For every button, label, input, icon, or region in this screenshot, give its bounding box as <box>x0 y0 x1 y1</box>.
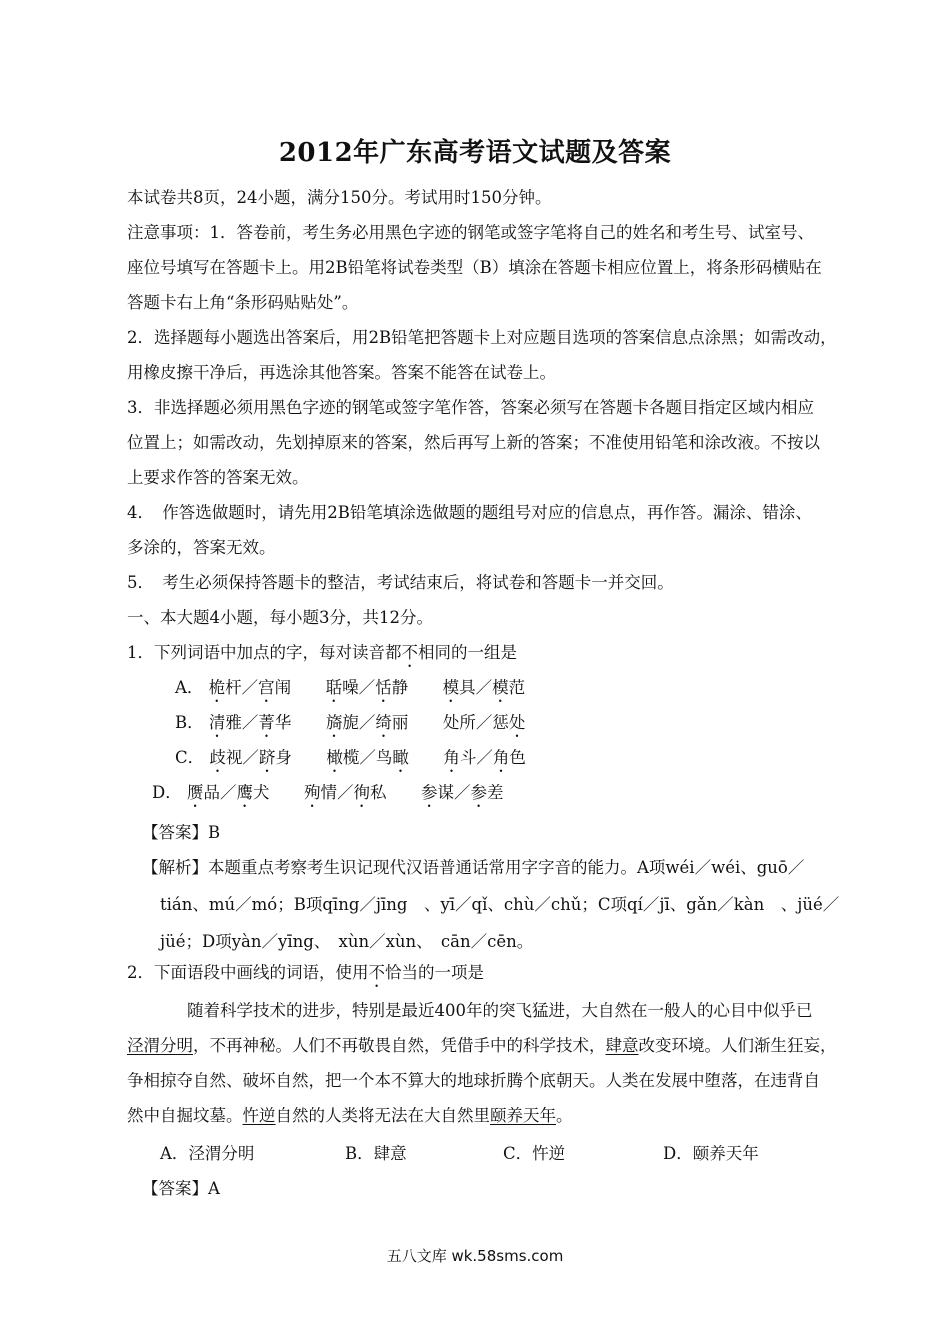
option-char: 橄 <box>326 748 343 767</box>
option-text: 丽 <box>391 713 409 732</box>
option-char: 菁 <box>258 713 275 732</box>
q1-stem-text-end: 相同的一组是 <box>418 643 517 662</box>
option-text: 处所／惩 <box>442 713 509 732</box>
q1-option-d <box>152 782 503 811</box>
option-label: B． <box>175 713 204 732</box>
note-4-line-1: 4． 作答选做题时，请先用2B铅笔填涂选做题的题组号对应的信息点，再作答。漏涂、错涂、 <box>127 503 812 522</box>
q1-stem-text: 1．下列词语中加点的字，每对读音都 <box>127 643 402 662</box>
option-text: 犬 <box>252 783 270 802</box>
option-text: 视／ <box>225 748 259 767</box>
option-char: 瞰 <box>392 748 409 767</box>
option-char: 桅 <box>208 678 226 697</box>
q1-stem-dotted-char: 不 <box>401 643 418 662</box>
passage-text: 改变环境。人们渐生狂妄， <box>638 1036 837 1055</box>
note-3-line-2: 位置上；如需改动，先划掉原来的答案，然后再写上新的答案；不准使用铅笔和涂改液。不按以 <box>127 433 820 452</box>
option-char: 赝 <box>186 783 204 802</box>
underlined-term: 肆意 <box>605 1036 639 1055</box>
option-text: 闱 <box>274 678 292 697</box>
section-1-heading: 一、本大题4小题，每小题3分，共12分。 <box>127 608 433 627</box>
option-text: 差 <box>486 783 504 802</box>
q2-stem-text-end: 恰当的一项是 <box>385 963 484 982</box>
note-4-line-2: 多涂的，答案无效。 <box>127 538 276 557</box>
option-char: 角 <box>443 748 460 767</box>
q2-passage-line-3: 争相掠夺自然、破坏自然，把一个本不算大的地球折腾个底朝天。人类在发展中堕落，在违背自 <box>127 1071 820 1090</box>
q2-passage-line-1: 随着科学技术的进步，特别是最近400年的突飞猛进，大自然在一般人的心目中似乎已 <box>187 1001 813 1020</box>
note-1-line-2: 座位号填写在答题卡上。用2B铅笔将试卷类型（B）填涂在答题卡相应位置上，将条形码横贴在 <box>127 258 822 277</box>
option-char: 歧 <box>209 748 226 767</box>
note-2-line-2: 用橡皮擦干净后，再选涂其他答案。答案不能答在试卷上。 <box>127 363 556 382</box>
option-text: 情／ <box>320 783 354 802</box>
note-3-line-3: 上要求作答的答案无效。 <box>127 468 309 487</box>
option-text: 谋／ <box>437 783 471 802</box>
option-char: 参 <box>420 783 438 802</box>
passage-text: ，不再神秘。人们不再敬畏自然，凭借手中的科学技术， <box>193 1036 606 1055</box>
option-text: 华 <box>274 713 292 732</box>
passage-text: 自然的人类将无法在大自然里 <box>275 1106 490 1125</box>
option-text: 身 <box>275 748 292 767</box>
option-char: 模 <box>492 678 509 697</box>
q2-option-a: A．泾渭分明 <box>160 1144 255 1163</box>
option-char: 处 <box>508 713 526 732</box>
question-2-stem <box>127 962 484 991</box>
q1-option-c <box>175 747 526 776</box>
option-text: 色 <box>509 748 526 767</box>
option-char: 旖 <box>325 713 343 732</box>
q2-passage-line-4 <box>127 1105 573 1127</box>
footer-watermark: 五八文库 wk.58sms.com <box>386 1247 564 1265</box>
q1-option-a <box>175 677 525 706</box>
q2-answer: 【答案】A <box>142 1179 220 1198</box>
option-text: 榄／鸟 <box>342 748 393 767</box>
page-title: 2012年广东高考语文试题及答案 <box>278 138 672 168</box>
option-char: 参 <box>470 783 487 802</box>
q1-analysis-line-2: tián、mú／mó；B项qīng／jīng 、yī／qǐ、chù／chǔ；C项qí／jī、gǎn／kàn 、jüé／ <box>160 895 840 914</box>
note-1-line-3: 答题卡右上角“条形码贴贴处”。 <box>127 293 359 312</box>
option-label: C． <box>175 748 205 767</box>
q2-option-c: C．忤逆 <box>503 1144 566 1163</box>
q2-passage-line-2 <box>127 1035 837 1057</box>
option-text: 私 <box>369 783 387 802</box>
option-char: 鹰 <box>236 783 253 802</box>
option-label: D． <box>152 783 182 802</box>
option-char: 跻 <box>258 748 276 767</box>
option-char: 绮 <box>375 713 392 732</box>
option-text: 杆／ <box>225 678 259 697</box>
option-label: A． <box>175 678 204 697</box>
option-text: 噪／ <box>342 678 376 697</box>
option-char: 宫 <box>258 678 275 697</box>
underlined-term: 颐养天年 <box>490 1106 556 1125</box>
option-text: 品／ <box>203 783 237 802</box>
intro-text: 本试卷共8页，24小题，满分150分。考试用时150分钟。 <box>127 188 552 207</box>
option-char: 殉 <box>303 783 321 802</box>
q2-stem-dotted-char: 不 <box>368 963 385 982</box>
underlined-term: 忤逆 <box>242 1106 276 1125</box>
note-5-line-1: 5． 考生必须保持答题卡的整洁，考试结束后，将试卷和答题卡一并交回。 <box>127 573 674 592</box>
option-text: 雅／ <box>225 713 259 732</box>
q2-option-b: B．肆意 <box>345 1144 407 1163</box>
option-text: 斗／ <box>459 748 493 767</box>
q1-analysis-line-3: jüé；D项yàn／yīng、 xùn／xùn、 cān／cēn。 <box>160 932 534 951</box>
q1-analysis-line-1: 【解析】本题重点考察考生识记现代汉语普通话常用字字音的能力。A项wéi／wéi、guō／ <box>142 858 805 877</box>
note-3-line-1: 3．非选择题必须用黑色字迹的钢笔或签字笔作答，答案必须写在答题卡各题目指定区域内相应 <box>127 398 814 417</box>
option-text: 范 <box>508 678 526 697</box>
option-text: 旎／ <box>342 713 376 732</box>
option-char: 聒 <box>325 678 343 697</box>
option-char: 徇 <box>353 783 370 802</box>
q1-answer: 【答案】B <box>142 823 221 842</box>
note-1-line-1: 注意事项：1．答卷前，考生务必用黑色字迹的钢笔或签字笔将自己的姓名和考生号、试室号、 <box>127 223 814 242</box>
note-2-line-1: 2．选择题每小题选出答案后，用2B铅笔把答题卡上对应题目选项的答案信息点涂黑；如需改动， <box>127 328 837 347</box>
passage-text: 。 <box>556 1106 573 1125</box>
q1-option-b <box>175 712 525 741</box>
question-1-stem <box>127 642 517 671</box>
option-text: 具／ <box>459 678 493 697</box>
option-text: 静 <box>391 678 409 697</box>
option-char: 角 <box>492 748 510 767</box>
option-char: 恬 <box>375 678 392 697</box>
option-char: 模 <box>442 678 460 697</box>
option-char: 清 <box>208 713 226 732</box>
q2-stem-text: 2．下面语段中画线的词语，使用 <box>127 963 369 982</box>
underlined-term: 泾渭分明 <box>127 1036 193 1055</box>
q2-option-d: D．颐养天年 <box>663 1144 759 1163</box>
passage-text: 然中自掘坟墓。 <box>127 1106 243 1125</box>
